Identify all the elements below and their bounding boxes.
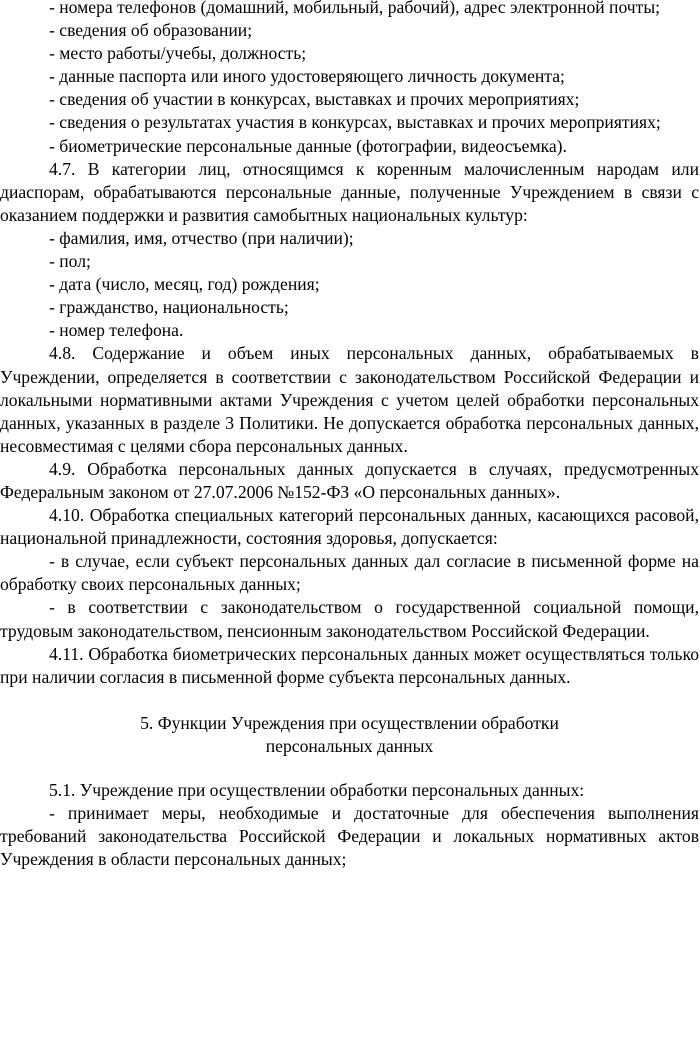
list-item-birth-date: - дата (число, месяц, год) рождения; — [49, 274, 320, 295]
list-item-social-legislation: - в соответствии с законодательством о государственной социальной помощи, трудовым законодательством, пенсионным законодательством Российской Федерации. — [0, 597, 699, 641]
list-item-phones-email: - номера телефонов (домашний, мобильный, рабочий), адрес электронной почты; — [49, 0, 661, 17]
list-item-phone: - номер телефона. — [49, 320, 184, 341]
list-item-education: - сведения об образовании; — [49, 20, 253, 41]
spacer — [0, 689, 699, 712]
section-heading-line-1: 5. Функции Учреждения при осуществлении обработки — [140, 712, 559, 733]
list-item-written-consent: - в случае, если субъект персональных данных дал согласие в письменной форме на обработку своих персональных данных; — [0, 551, 699, 595]
clause-4-9: 4.9. Обработка персональных данных допускается в случаях, предусмотренных Федеральным законом от 27.07.2006 №152-ФЗ «О персональных данных». — [0, 458, 699, 502]
list-item-workplace: - место работы/учебы, должность; — [49, 43, 307, 64]
list-item-sex: - пол; — [49, 251, 91, 272]
list-item-contests: - сведения об участии в конкурсах, выставках и прочих мероприятиях; — [49, 89, 580, 110]
section-heading-line-2: персональных данных — [265, 735, 434, 756]
list-item-citizenship: - гражданство, национальность; — [49, 297, 289, 318]
list-item-contest-results: - сведения о результатах участия в конкурсах, выставках и прочих мероприятиях; — [49, 112, 661, 133]
clause-4-7: 4.7. В категории лиц, относящимся к коренным малочисленным народам или диаспорам, обрабатываются персональные данные, полученные Учреждением в связи с оказанием поддержки и развития самобытных национальных культур: — [0, 158, 699, 225]
clause-4-8: 4.8. Содержание и объем иных персональных данных, обрабатываемых в Учреждении, определяется в соответствии с законодательством Российской Федерации и локальными нормативными актами Учреждения с учетом целей обработки персональных данных, указанных в разделе 3 Политики. Не допускается обработка персональных данных, несовместимая с целями сбора персональных данных. — [0, 343, 699, 456]
list-item-passport: - данные паспорта или иного удостоверяющего личность документа; — [49, 66, 565, 87]
spacer — [0, 758, 699, 779]
list-item-biometrics: - биометрические персональные данные (фотографии, видеосъемка). — [49, 135, 567, 156]
clause-4-10: 4.10. Обработка специальных категорий персональных данных, касающихся расовой, национальной принадлежности, состояния здоровья, допускается: — [0, 505, 699, 549]
list-item-measures: - принимает меры, необходимые и достаточные для обеспечения выполнения требований законодательства Российской Федерации и локальных нормативных актов Учреждения в области персональных данных; — [0, 803, 699, 870]
clause-5-1: 5.1. Учреждение при осуществлении обработки персональных данных: — [49, 780, 585, 800]
list-item-full-name: - фамилия, имя, отчество (при наличии); — [49, 227, 354, 248]
clause-4-11: 4.11. Обработка биометрических персональных данных может осуществляться только при наличии согласия в письменной форме субъекта персональных данных. — [0, 643, 699, 687]
